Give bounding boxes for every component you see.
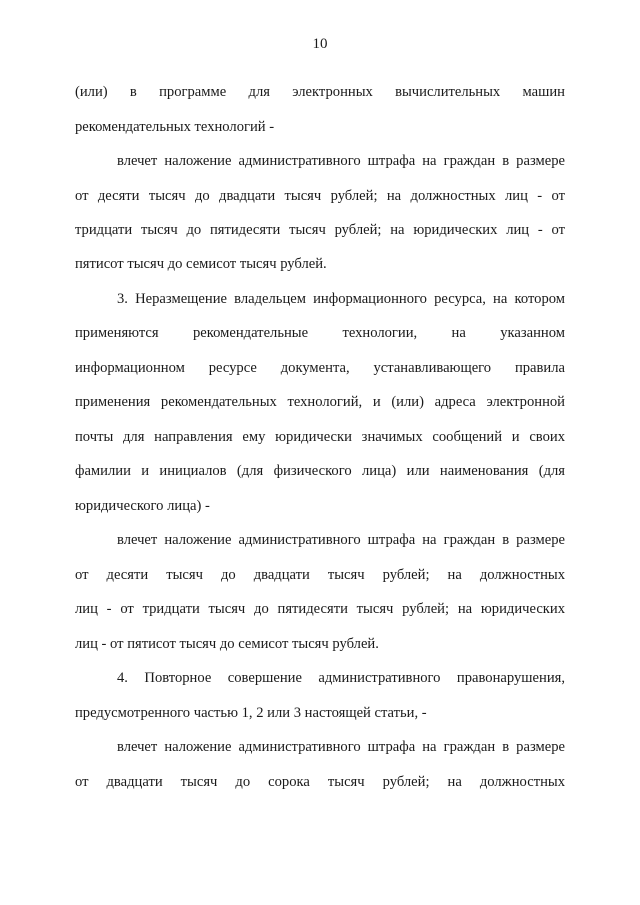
text-line: (или) в программе для электронных вычислительных машин <box>75 84 565 100</box>
text-line: тридцати тысяч до пятидесяти тысяч рублей; на юридических лиц - от <box>75 222 565 238</box>
text-line: применяются рекомендательные технологии, на указанном <box>75 325 565 341</box>
text-line: пятисот тысяч до семисот тысяч рублей. <box>75 256 327 272</box>
text-line: применения рекомендательных технологий, и (или) адреса электронной <box>75 394 565 410</box>
paragraph-start-line: влечет наложение административного штрафа на граждан в размере <box>117 153 565 169</box>
text-line: лиц - от пятисот тысяч до семисот тысяч рублей. <box>75 636 379 652</box>
paragraph-start-line: влечет наложение административного штрафа на граждан в размере <box>117 532 565 548</box>
text-line: почты для направления ему юридически значимых сообщений и своих <box>75 429 565 445</box>
text-line: от двадцати тысяч до сорока тысяч рублей; на должностных <box>75 774 565 790</box>
text-line: юридического лица) - <box>75 498 210 514</box>
paragraph-start-line: влечет наложение административного штрафа на граждан в размере <box>117 739 565 755</box>
paragraph-start-line: 4. Повторное совершение административного правонарушения, <box>117 670 565 686</box>
text-line: информационном ресурсе документа, устанавливающего правила <box>75 360 565 376</box>
text-line: рекомендательных технологий - <box>75 119 275 135</box>
text-line: от десяти тысяч до двадцати тысяч рублей; на должностных лиц - от <box>75 188 565 204</box>
text-line: лиц - от тридцати тысяч до пятидесяти тысяч рублей; на юридических <box>75 601 565 617</box>
text-line: от десяти тысяч до двадцати тысяч рублей; на должностных <box>75 567 565 583</box>
text-line: фамилии и инициалов (для физического лица) или наименования (для <box>75 463 565 479</box>
text-line: предусмотренного частью 1, 2 или 3 настоящей статьи, - <box>75 705 427 721</box>
paragraph-start-line: 3. Неразмещение владельцем информационного ресурса, на котором <box>117 291 565 307</box>
page-number: 10 <box>312 36 328 52</box>
